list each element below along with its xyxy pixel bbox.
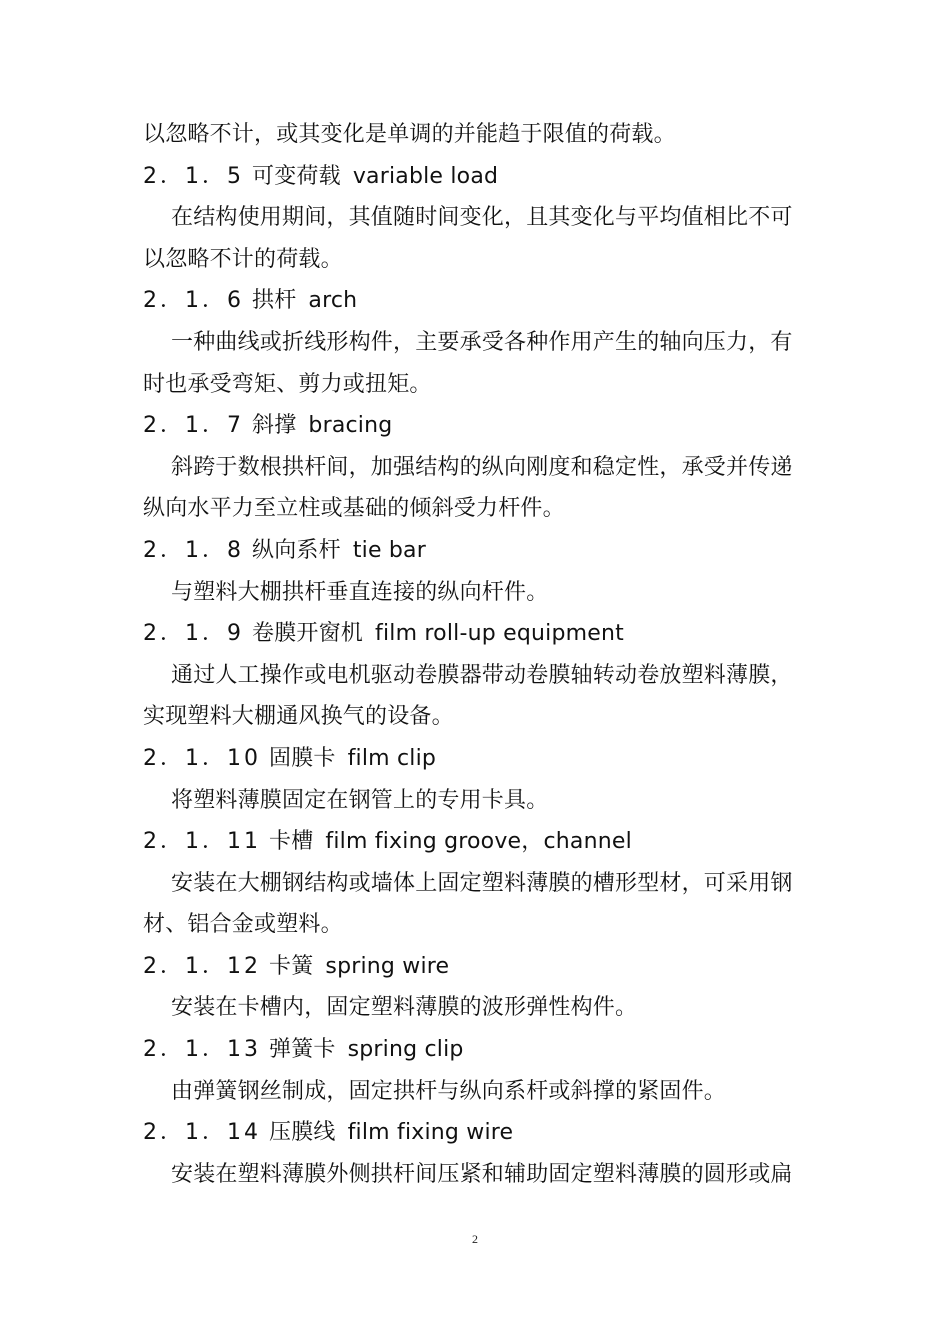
term-number: 2．1．13 — [143, 1037, 261, 1063]
paragraph-line: 安装在卡槽内，固定塑料薄膜的波形弹性构件。 — [171, 995, 638, 1021]
page-number: 2 — [472, 1232, 478, 1246]
term-english: arch — [308, 288, 358, 314]
term-english: spring wire — [325, 953, 450, 979]
term-number: 2．1．12 — [143, 953, 261, 979]
paragraph-line: 通过人工操作或电机驱动卷膜器带动卷膜轴转动卷放塑料薄膜， — [171, 662, 793, 688]
term-heading — [143, 280, 803, 322]
paragraph-line: 将塑料薄膜固定在钢管上的专用卡具。 — [171, 787, 549, 813]
paragraph-line: 时也承受弯矩、剪力或扭矩。 — [143, 371, 432, 397]
term-chinese: 压膜线 — [269, 1120, 336, 1146]
term-heading — [143, 821, 803, 863]
term-english: bracing — [308, 413, 393, 439]
term-chinese: 卡簧 — [269, 953, 314, 979]
paragraph-line: 安装在塑料薄膜外侧拱杆间压紧和辅助固定塑料薄膜的圆形或扁 — [171, 1161, 793, 1187]
term-chinese: 纵向系杆 — [252, 537, 341, 563]
term-english: film fixing wire — [347, 1120, 514, 1146]
term-heading — [143, 738, 803, 780]
paragraph-line: 斜跨于数根拱杆间，加强结构的纵向刚度和稳定性，承受并传递 — [171, 454, 793, 480]
term-chinese: 弹簧卡 — [269, 1037, 336, 1063]
term-english: spring clip — [347, 1037, 464, 1063]
paragraph-line: 材、铝合金或塑料。 — [143, 912, 343, 938]
paragraph-line: 在结构使用期间，其值随时间变化，且其变化与平均值相比不可 — [171, 205, 793, 231]
paragraph-line: 以忽略不计的荷载。 — [143, 246, 343, 272]
term-english: film roll-up equipment — [375, 621, 624, 647]
term-number: 2．1．5 — [143, 163, 244, 189]
term-english: film clip — [347, 745, 437, 771]
term-heading — [143, 1029, 803, 1071]
term-heading — [143, 405, 803, 447]
term-chinese: 可变荷载 — [252, 163, 341, 189]
term-chinese: 卷膜开窗机 — [252, 621, 364, 647]
paragraph-line: 与塑料大棚拱杆垂直连接的纵向杆件。 — [171, 579, 549, 605]
term-number: 2．1．9 — [143, 621, 244, 647]
term-number: 2．1．11 — [143, 829, 261, 855]
paragraph-line: 纵向水平力至立柱或基础的倾斜受力杆件。 — [143, 496, 565, 522]
term-number: 2．1．8 — [143, 537, 244, 563]
term-heading — [143, 613, 803, 655]
term-english: tie bar — [352, 537, 426, 563]
term-english: film fixing groove，channel — [325, 829, 632, 855]
term-english: variable load — [352, 163, 499, 189]
term-number: 2．1．6 — [143, 288, 244, 314]
paragraph-line: 实现塑料大棚通风换气的设备。 — [143, 704, 454, 730]
paragraph-line: 以忽略不计，或其变化是单调的并能趋于限值的荷载。 — [143, 122, 676, 147]
paragraph-line: 一种曲线或折线形构件，主要承受各种作用产生的轴向压力，有 — [171, 329, 793, 355]
paragraph-line: 安装在大棚钢结构或墙体上固定塑料薄膜的槽形型材，可采用钢 — [171, 870, 793, 896]
term-chinese: 拱杆 — [252, 288, 297, 314]
document-body — [143, 114, 803, 1195]
term-heading — [143, 946, 803, 988]
term-chinese: 固膜卡 — [269, 745, 336, 771]
paragraph-line: 由弹簧钢丝制成，固定拱杆与纵向系杆或斜撑的紧固件。 — [171, 1078, 727, 1104]
term-number: 2．1．10 — [143, 745, 261, 771]
term-number: 2．1．14 — [143, 1120, 261, 1146]
term-number: 2．1．7 — [143, 413, 244, 439]
term-heading — [143, 156, 803, 198]
term-heading — [143, 530, 803, 572]
term-chinese: 卡槽 — [269, 829, 314, 855]
term-heading — [143, 1112, 803, 1154]
term-chinese: 斜撑 — [252, 413, 297, 439]
